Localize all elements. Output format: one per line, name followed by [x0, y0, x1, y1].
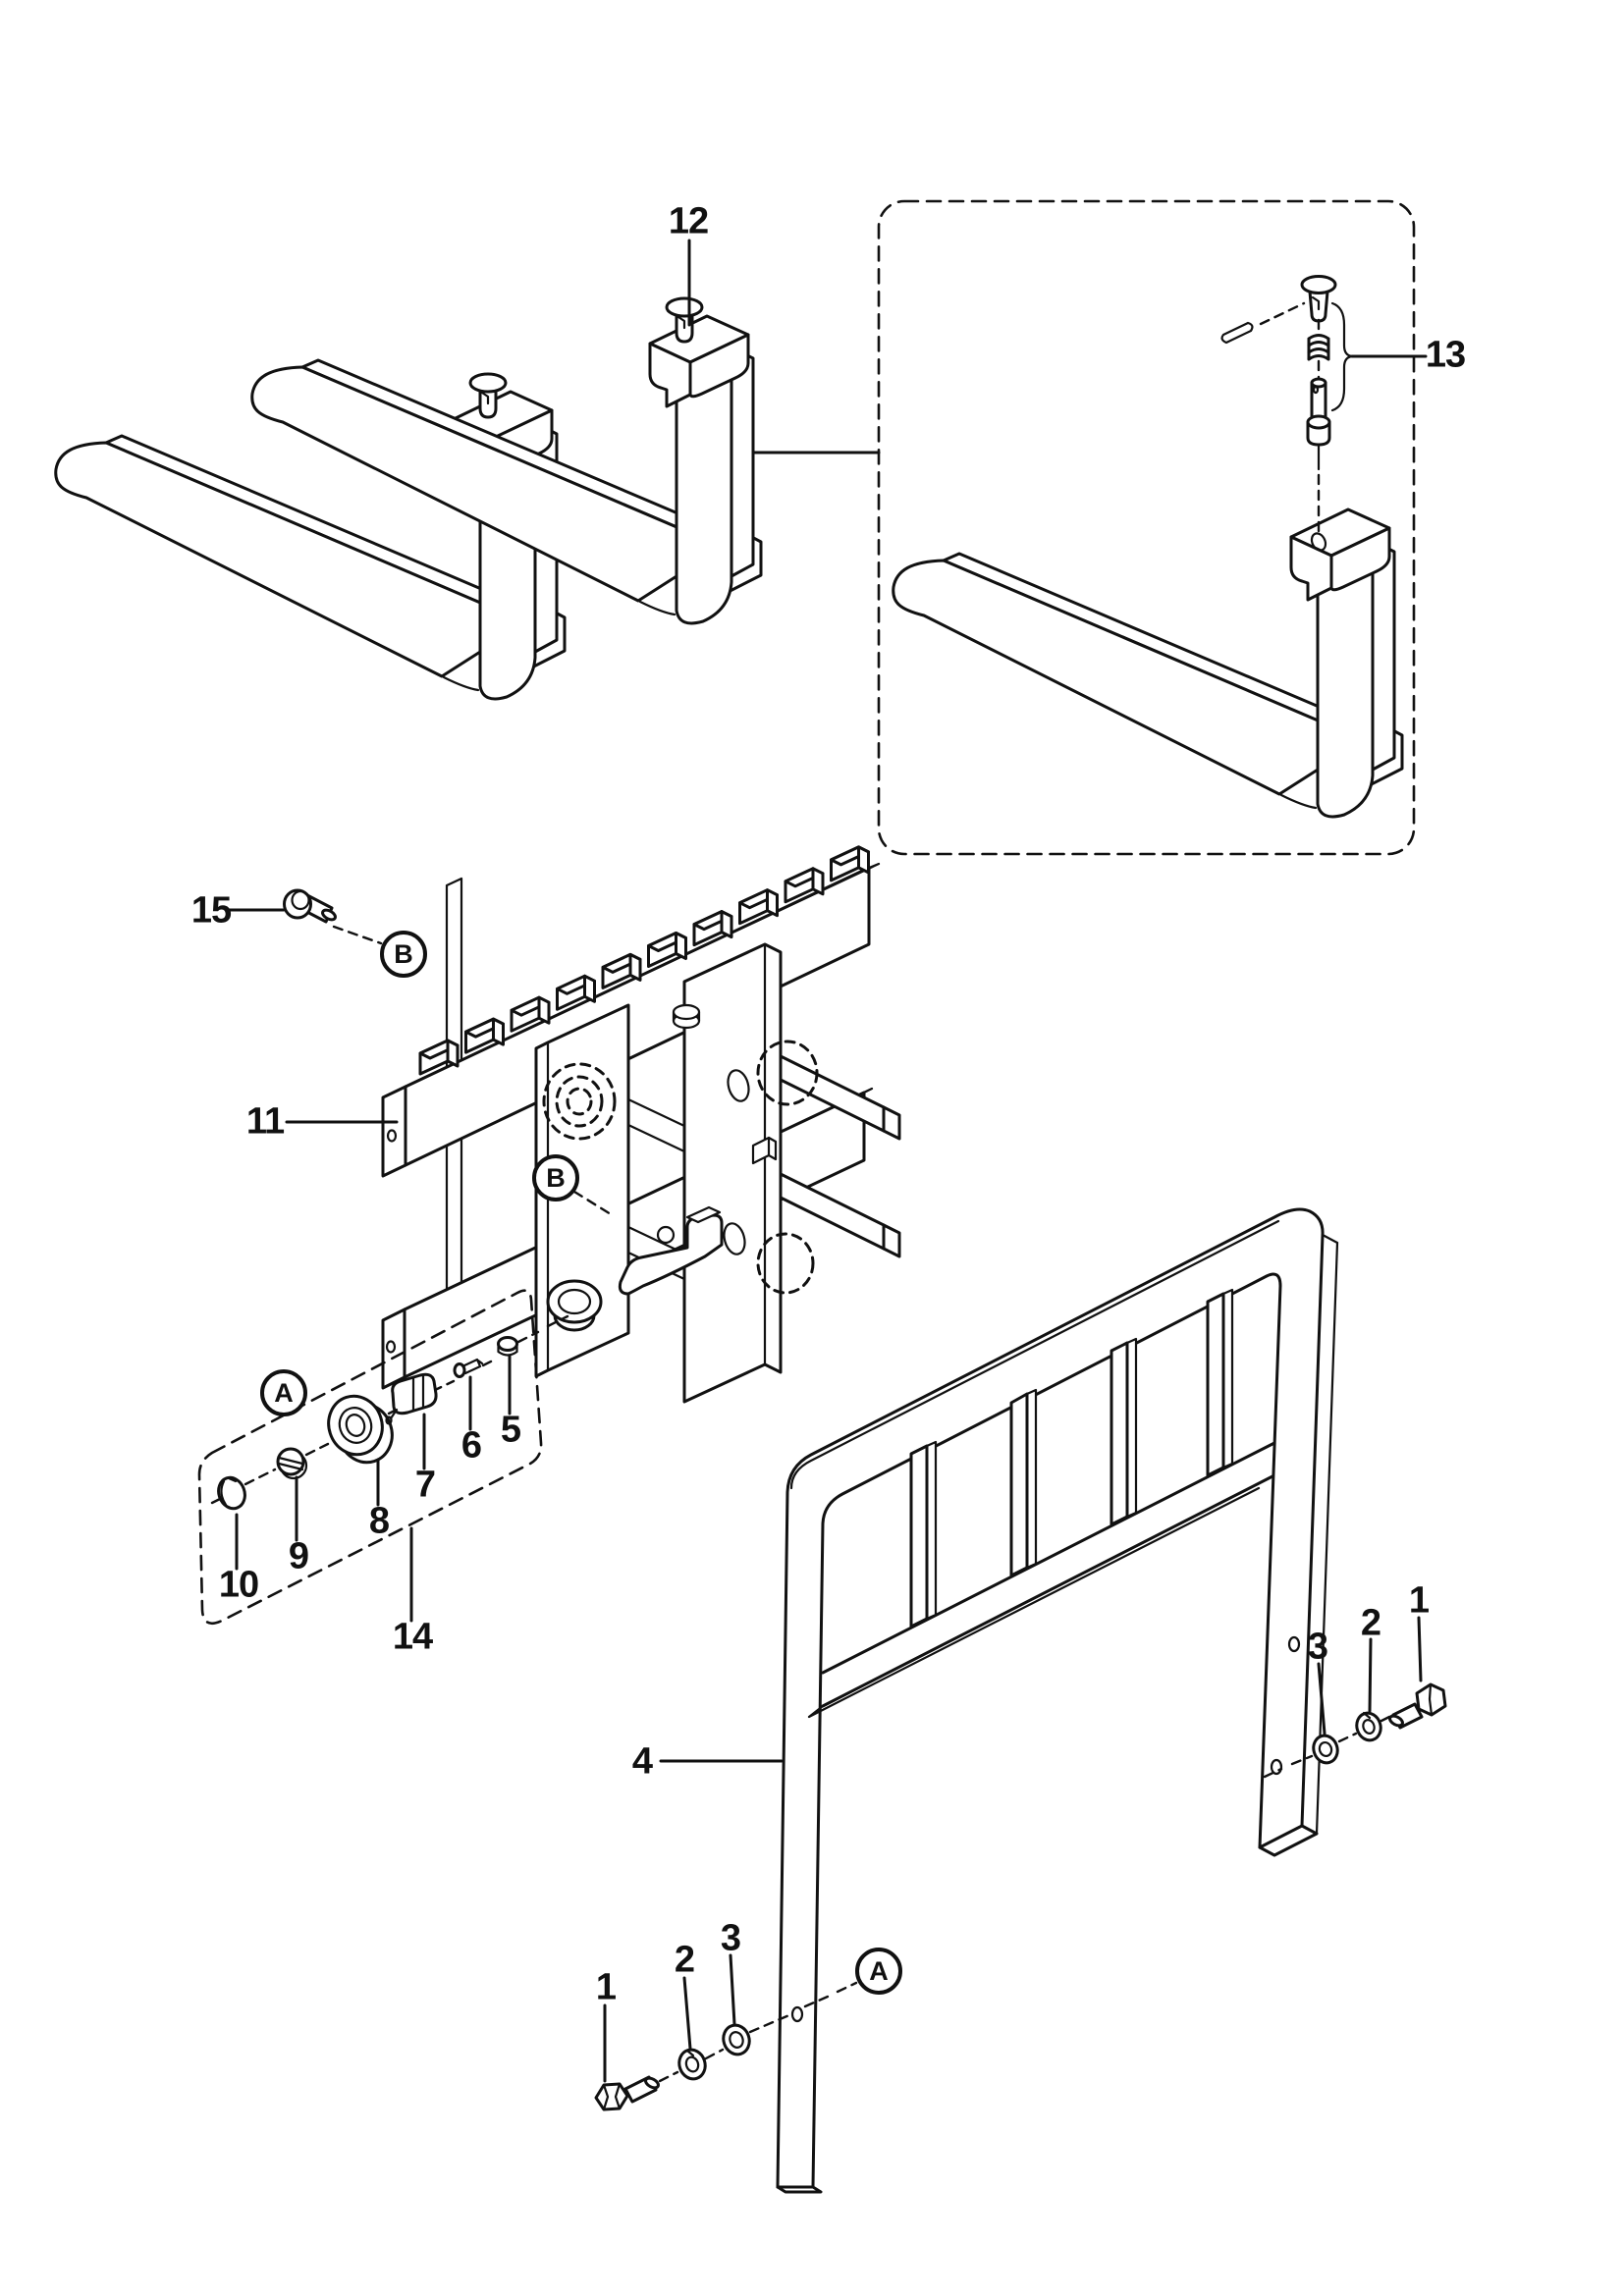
callout-10: 10: [218, 1564, 259, 1606]
callout-12: 12: [668, 200, 709, 242]
carriage-figure: [285, 847, 900, 1402]
roller-8: [321, 1389, 400, 1469]
callout-6: 6: [460, 1424, 482, 1467]
spring: [1309, 336, 1328, 360]
side-bolt-set: [1265, 1684, 1445, 1777]
bolt-axis-dashes: [334, 927, 381, 943]
washer-3: [720, 2022, 753, 2058]
roll-pin-leader: [1261, 303, 1304, 324]
bolt-hole: [1289, 1637, 1299, 1651]
detail-box: [879, 201, 1426, 854]
washer-3: [1310, 1733, 1340, 1766]
mid-rail: [823, 1443, 1274, 1706]
callout-7: 7: [414, 1464, 436, 1506]
callout-15: 15: [190, 889, 232, 932]
pin-assembly-13: [1222, 277, 1426, 532]
callout-3-side: 3: [1307, 1626, 1328, 1668]
backrest-figure: [778, 1209, 1337, 2192]
bolt-hole: [792, 2007, 802, 2021]
callout-1-side: 1: [1408, 1579, 1430, 1622]
lower-pin: [1308, 379, 1329, 469]
right-foot: [1260, 1826, 1317, 1855]
boxed-fork: [893, 509, 1402, 817]
brace: [1332, 303, 1352, 410]
detail-marker-a-mid: A: [260, 1369, 307, 1416]
mounting-bolt-15: [285, 890, 382, 943]
callout-5: 5: [500, 1409, 521, 1451]
detail-marker-b-top: B: [380, 931, 427, 978]
bolt-1: [1388, 1684, 1445, 1728]
plate-pin-head: [674, 1005, 699, 1028]
callout-8: 8: [368, 1500, 390, 1542]
callout-13: 13: [1425, 334, 1466, 376]
roll-pin: [1222, 323, 1253, 343]
ring-10: [214, 1474, 248, 1513]
callout-9: 9: [288, 1535, 309, 1577]
nut-5: [499, 1338, 517, 1356]
spring-washer-2: [1353, 1710, 1383, 1743]
callout-11: 11: [245, 1100, 285, 1143]
bolt-hole: [1272, 1760, 1281, 1774]
left-foot: [778, 2187, 821, 2192]
detail-marker-a-bottom: A: [855, 1948, 902, 1995]
backrest-slats: [911, 1290, 1232, 1627]
detail-marker-b-mid: B: [532, 1154, 579, 1201]
fork-pair-figure: [56, 240, 879, 699]
frame-outer: [778, 1209, 1323, 2187]
pin-6: [455, 1360, 482, 1377]
right-plate: [674, 944, 781, 1402]
callout-2-side: 2: [1360, 1602, 1381, 1644]
callout-3-bottom: 3: [720, 1917, 741, 1959]
callout-2-bottom: 2: [674, 1939, 695, 1981]
clip-9: [278, 1449, 306, 1478]
spring-washer-2: [676, 2047, 709, 2083]
callout-1-bottom: 1: [595, 1966, 617, 2008]
callout-4: 4: [631, 1740, 653, 1783]
callout-14: 14: [392, 1616, 433, 1658]
